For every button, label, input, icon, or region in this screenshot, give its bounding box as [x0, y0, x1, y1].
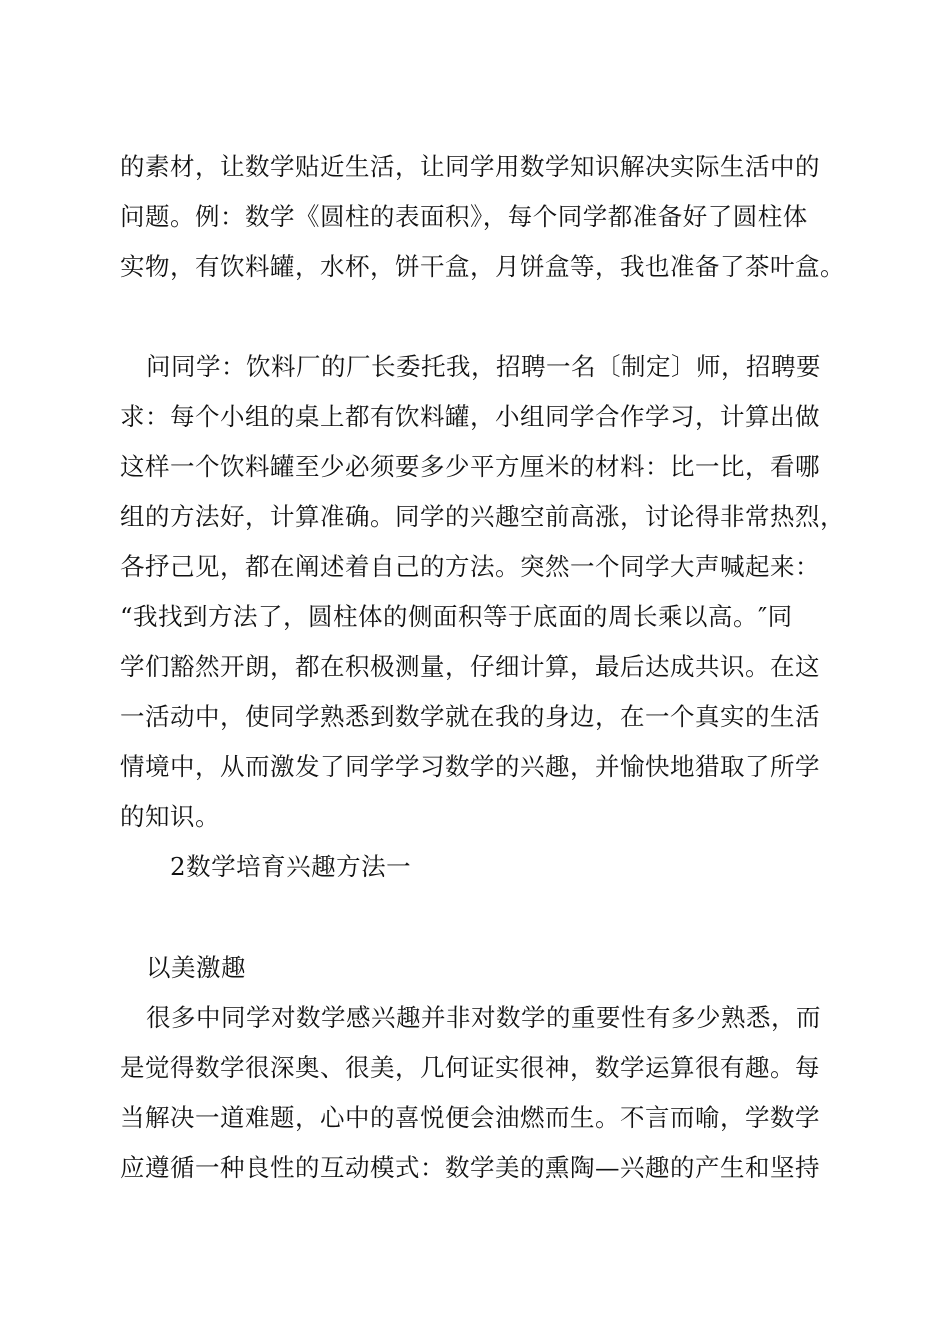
- paragraph-1-line-1: 的素材，让数学贴近生活，让同学用数学知识解决实际生活中的: [120, 152, 820, 181]
- paragraph-2-line-3: 这样一个饮料罐至少必须要多少平方厘米的材料：比一比，看哪: [120, 452, 820, 481]
- subheading: 以美激趣: [146, 953, 246, 982]
- paragraph-2-line-9: 情境中，从而激发了同学学习数学的兴趣，并愉快地猎取了所学: [120, 752, 820, 781]
- paragraph-3-line-3: 当解决一道难题，心中的喜悦便会油燃而生。不言而喻，学数学: [120, 1103, 820, 1132]
- paragraph-2-line-1: 问同学：饮料厂的厂长委托我，招聘一名〔制定〕师，招聘要: [146, 352, 821, 381]
- paragraph-2-line-6: “我找到方法了，圆柱体的侧面积等于底面的周长乘以高。″同: [120, 602, 793, 631]
- paragraph-2-line-8: 一活动中，使同学熟悉到数学就在我的身边，在一个真实的生活: [120, 702, 820, 731]
- paragraph-2-line-4: 组的方法好，计算准确。同学的兴趣空前高涨，讨论得非常热烈，: [120, 502, 845, 531]
- paragraph-3-line-4: 应遵循一种良性的互动模式：数学美的熏陶—兴趣的产生和坚持: [120, 1153, 820, 1182]
- paragraph-3-line-2: 是觉得数学很深奥、很美，几何证实很神，数学运算很有趣。每: [120, 1053, 820, 1082]
- paragraph-2-line-5: 各抒己见，都在阐述着自己的方法。突然一个同学大声喊起来：: [120, 552, 820, 581]
- paragraph-3-line-1: 很多中同学对数学感兴趣并非对数学的重要性有多少熟悉，而: [146, 1003, 821, 1032]
- paragraph-2-line-10: 的知识。: [120, 802, 220, 831]
- paragraph-1-line-2: 问题。例：数学《圆柱的表面积》，每个同学都准备好了圆柱体: [120, 202, 808, 231]
- paragraph-2-line-7: 学们豁然开朗，都在积极测量，仔细计算，最后达成共识。在这: [120, 652, 820, 681]
- paragraph-2-line-2: 求：每个小组的桌上都有饮料罐，小组同学合作学习，计算出做: [120, 402, 820, 431]
- section-heading: 2数学培育兴趣方法一: [170, 852, 412, 881]
- paragraph-1-line-3: 实物，有饮料罐，水杯，饼干盒，月饼盒等，我也准备了茶叶盒。: [120, 252, 845, 281]
